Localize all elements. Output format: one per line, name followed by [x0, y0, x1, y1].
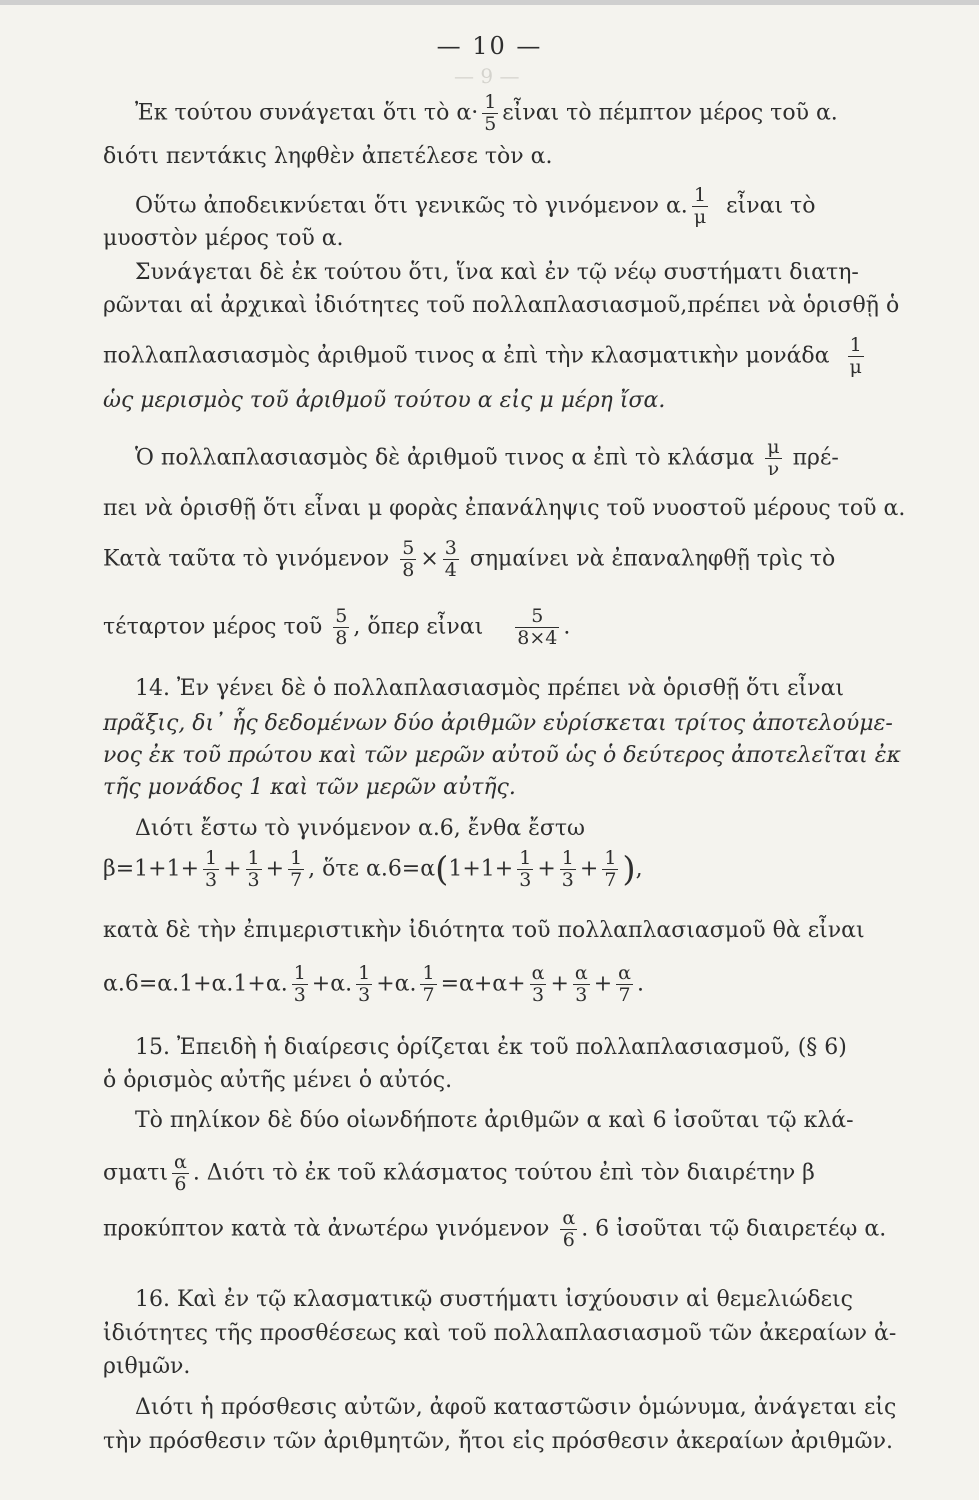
text-segment: εἶναι τὸ πέμπτον μέρος τοῦ α. — [502, 100, 838, 126]
denominator: 3 — [205, 869, 218, 891]
text-segment: πρέ- — [792, 445, 839, 471]
denominator: 7 — [422, 984, 435, 1006]
fraction — [517, 848, 533, 891]
numerator: 1 — [484, 91, 497, 113]
numerator: α — [574, 962, 588, 984]
text-segment: , ὅπερ εἶναι — [353, 614, 484, 640]
text-line-14: πρᾶξις, δι᾽ ἧς δεδομένων δύο ἀριθμῶν εὑρίσκεται τρίτος ἀποτελούμε- — [103, 711, 893, 736]
text-line-21: 15. Ἐπειδὴ ἡ διαίρεσις ὁρίζεται ἐκ τοῦ πολλαπλασιασμοῦ, (§ 6) — [135, 1035, 847, 1060]
scan-top-border — [0, 0, 979, 5]
text-segment: σματι — [103, 1160, 168, 1186]
fraction — [848, 335, 864, 378]
text-segment: +α. — [311, 971, 353, 997]
text-segment: . 6 ἰσοῦται τῷ διαιρετέῳ α. — [581, 1216, 887, 1242]
denominator: 3 — [247, 869, 260, 891]
text-line-11 — [103, 538, 835, 581]
right-parenthesis: ) — [622, 849, 636, 890]
text-line-12 — [103, 606, 570, 649]
fraction — [400, 538, 416, 581]
text-segment: β=1+1+ — [103, 856, 200, 882]
fraction — [333, 606, 349, 649]
text-line-27: ἰδιότητες τῆς προσθέσεως καὶ τοῦ πολλαπλασιασμοῦ τῶν ἀκεραίων ἀ- — [103, 1321, 897, 1346]
fraction — [172, 1152, 189, 1195]
denominator: 3 — [293, 984, 306, 1006]
text-segment: , ὅτε α.6=α — [308, 856, 436, 882]
plus-sign: + — [593, 971, 613, 997]
denominator: 8 — [335, 627, 348, 649]
fraction — [292, 963, 308, 1006]
denominator: 3 — [519, 869, 532, 891]
fraction — [288, 848, 304, 891]
text-line-2: διότι πεντάκις ληφθὲν ἀπετέλεσε τὸν α. — [103, 144, 553, 169]
numerator: α — [173, 1151, 187, 1173]
denominator: 3 — [561, 869, 574, 891]
text-line-6: ρῶνται αἱ ἀρχικαὶ ἰδιότητες τοῦ πολλαπλασιασμοῦ,πρέπει νὰ ὁρισθῇ ὁ — [103, 293, 900, 318]
numerator: 1 — [293, 962, 306, 984]
numerator: 1 — [604, 847, 617, 869]
denominator: μ — [849, 356, 862, 378]
fraction — [765, 437, 781, 480]
text-segment: προκύπτον κατὰ τὰ ἀνωτέρω γινόμενον — [103, 1216, 550, 1242]
numerator: 1 — [519, 847, 532, 869]
numerator: 1 — [205, 847, 218, 869]
text-segment: , — [635, 856, 643, 882]
numerator: 1 — [358, 962, 371, 984]
text-line-23: Τὸ πηλίκον δὲ δύο οἱωνδήποτε ἀριθμῶν α καὶ 6 ἰσοῦται τῷ κλά- — [135, 1108, 854, 1133]
fraction — [246, 848, 262, 891]
text-line-1 — [135, 92, 838, 135]
text-segment: . — [563, 614, 571, 640]
numerator: 3 — [444, 537, 457, 559]
fraction — [602, 848, 618, 891]
text-segment: Κατὰ ταῦτα τὸ γινόμενον — [103, 546, 390, 572]
fraction — [530, 963, 547, 1006]
text-line-7 — [103, 335, 868, 378]
text-segment: Οὕτω ἀποδεικνύεται ὅτι γενικῶς τὸ γινόμενον α. — [135, 193, 688, 219]
text-line-5: Συνάγεται δὲ ἐκ τούτου ὅτι, ἵνα καὶ ἐν τῷ νέῳ συστήματι διατη- — [135, 260, 859, 285]
plus-sign: + — [223, 856, 242, 882]
fraction — [443, 538, 459, 581]
numerator: 1 — [849, 334, 862, 356]
numerator: μ — [767, 436, 780, 458]
plus-sign: + — [579, 856, 599, 882]
text-line-25 — [103, 1208, 886, 1251]
denominator: 7 — [604, 869, 617, 891]
fraction — [515, 606, 559, 649]
numerator: α — [618, 962, 631, 984]
fraction — [692, 185, 708, 228]
text-line-10: πει νὰ ὁρισθῇ ὅτι εἶναι μ φορὰς ἐπανάληψις τοῦ νυοστοῦ μέρους τοῦ α. — [103, 496, 906, 521]
denominator: 7 — [616, 984, 633, 1006]
text-segment: . — [637, 971, 644, 997]
fraction — [573, 963, 590, 1006]
text-line-30: τὴν πρόσθεσιν τῶν ἀριθμητῶν, ἤτοι εἰς πρόσθεσιν ἀκεραίων ἀριθμῶν. — [103, 1429, 893, 1454]
text-segment: . Διότι τὸ ἐκ τοῦ κλάσματος τούτου ἐπὶ τὸν διαιρέτην β — [192, 1160, 815, 1186]
fraction — [203, 848, 219, 891]
numerator: 1 — [290, 847, 303, 869]
fraction — [560, 1208, 577, 1251]
text-line-17: Διότι ἔστω τὸ γινόμενον α.6, ἔνθα ἔστω — [135, 816, 586, 841]
bleed-through-page-number: — 9 — — [454, 64, 520, 88]
denominator: 6 — [172, 1173, 189, 1195]
text-line-4: μυοστὸν μέρος τοῦ α. — [103, 226, 344, 251]
text-line-29: Διότι ἡ πρόσθεσις αὐτῶν, ἀφοῦ καταστῶσιν ὁμώνυμα, ἀνάγεται εἰς — [135, 1395, 897, 1420]
text-segment: πολλαπλασιασμὸς ἀριθμοῦ τινος α ἐπὶ τὴν κλασματικὴν μονάδα — [103, 343, 830, 369]
text-segment: =α+α+ — [440, 971, 526, 997]
numerator: 1 — [561, 847, 574, 869]
numerator: α — [562, 1207, 576, 1229]
text-line-28: ριθμῶν. — [103, 1354, 191, 1379]
times-sign: × — [420, 546, 439, 572]
plus-sign: + — [265, 856, 285, 882]
text-line-9 — [135, 437, 839, 480]
denominator: 7 — [290, 869, 303, 891]
fraction — [560, 848, 576, 891]
numerator: α — [531, 962, 545, 984]
denominator: 8×4 — [517, 627, 558, 649]
text-line-16: τῆς μονάδος 1 καὶ τῶν μερῶν αὐτῆς. — [103, 775, 516, 800]
equation-beta — [103, 848, 643, 891]
fraction — [356, 963, 372, 1006]
text-line-26: 16. Καὶ ἐν τῷ κλασματικῷ συστήματι ἰσχύουσιν αἱ θεμελιώδεις — [135, 1287, 853, 1312]
denominator: μ — [693, 206, 707, 228]
denominator: 3 — [358, 984, 371, 1006]
text-line-15: νος ἐκ τοῦ πρώτου καὶ τῶν μερῶν αὐτοῦ ὡς ὁ δεύτερος ἀποτελεῖται ἐκ — [103, 743, 901, 768]
fraction — [482, 92, 498, 135]
text-segment: +α. — [376, 971, 417, 997]
denominator: 8 — [402, 559, 415, 581]
denominator: ν — [765, 458, 781, 480]
plus-sign: + — [537, 856, 556, 882]
denominator: 5 — [484, 113, 497, 135]
text-segment: τέταρτον μέρος τοῦ — [103, 614, 323, 640]
numerator: 1 — [247, 847, 260, 869]
plus-sign: + — [550, 971, 569, 997]
left-parenthesis: ( — [435, 849, 449, 890]
denominator: 3 — [530, 984, 547, 1006]
denominator: 3 — [573, 984, 590, 1006]
fraction — [616, 963, 633, 1006]
equation-distributive — [103, 963, 644, 1006]
fraction — [420, 963, 436, 1006]
numerator: 1 — [422, 962, 435, 984]
text-segment: 1+1+ — [448, 856, 514, 882]
text-line-8: ὡς μερισμὸς τοῦ ἀριθμοῦ τούτου α εἰς μ μέρη ἴσα. — [103, 388, 666, 413]
text-line-22: ὁ ὁρισμὸς αὐτῆς μένει ὁ αὐτός. — [103, 1068, 453, 1093]
text-segment: Ἐκ τούτου συνάγεται ὅτι τὸ α· — [135, 100, 479, 126]
text-line-19: κατὰ δὲ τὴν ἐπιμεριστικὴν ἰδιότητα τοῦ πολλαπλασιασμοῦ θὰ εἶναι — [103, 918, 865, 943]
numerator: 5 — [531, 605, 544, 627]
text-segment: σημαίνει νὰ ἐπαναληφθῇ τρὶς τὸ — [469, 546, 836, 572]
text-line-3 — [135, 185, 815, 228]
numerator: 5 — [335, 605, 348, 627]
text-segment: Ὁ πολλαπλασιασμὸς δὲ ἀριθμοῦ τινος α ἐπὶ τὸ κλάσμα — [135, 445, 755, 471]
denominator: 4 — [444, 559, 457, 581]
text-line-13: 14. Ἐν γένει δὲ ὁ πολλαπλασιασμὸς πρέπει νὰ ὁρισθῇ ὅτι εἶναι — [135, 676, 845, 701]
text-segment: εἶναι τὸ — [726, 193, 816, 219]
text-segment: α.6=α.1+α.1+α. — [103, 971, 288, 997]
denominator: 6 — [560, 1229, 577, 1251]
numerator: 5 — [402, 537, 415, 559]
text-line-24 — [103, 1152, 815, 1195]
page-number: — 10 — — [436, 32, 543, 60]
numerator: 1 — [693, 184, 707, 206]
